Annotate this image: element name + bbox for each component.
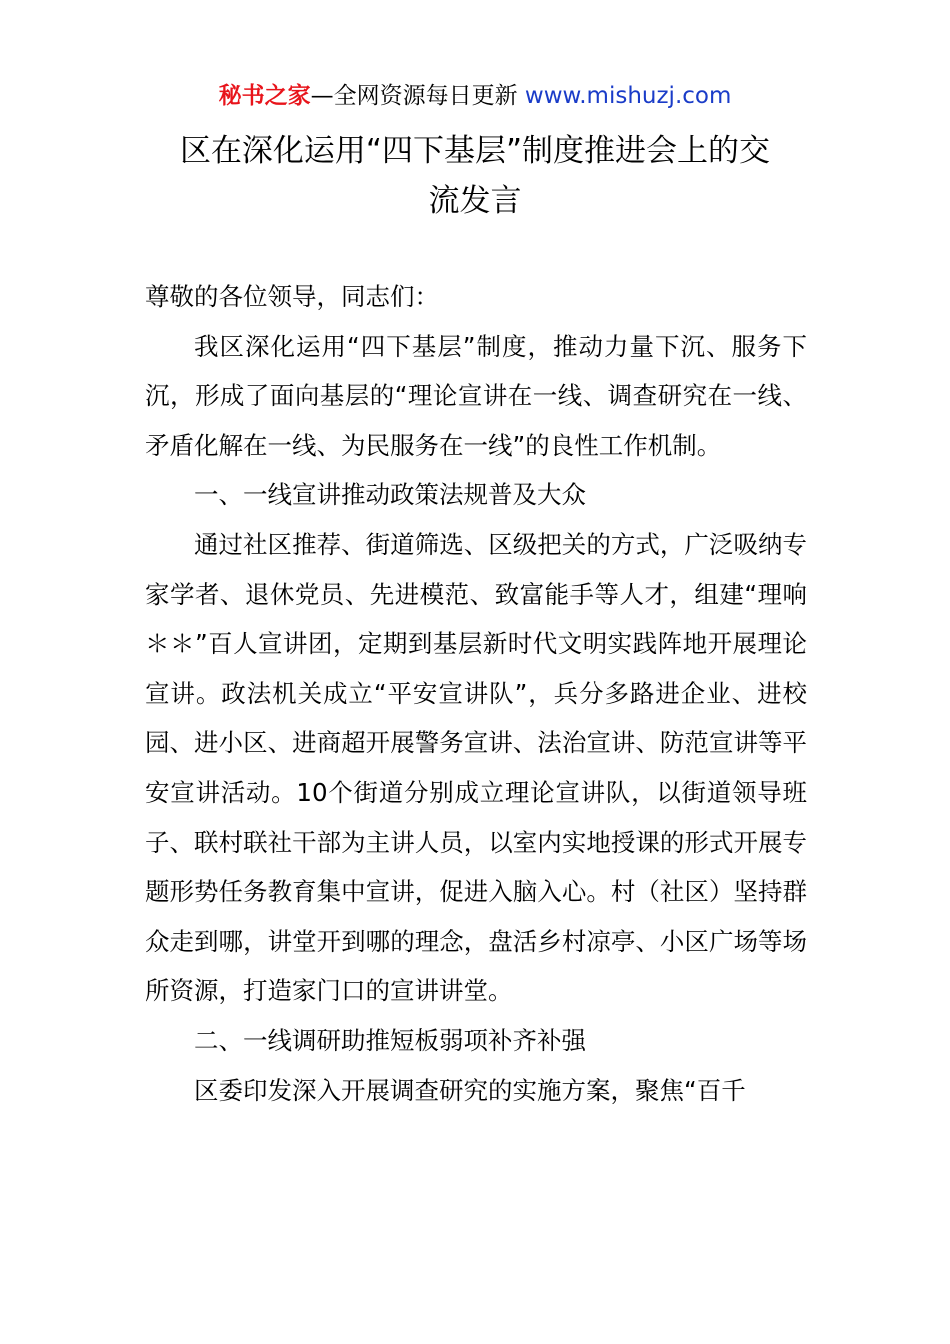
document-title	[145, 126, 805, 226]
section-1-heading: 一、一线宣讲推动政策法规普及大众	[194, 480, 586, 510]
brand-name: 秘书之家	[218, 83, 311, 109]
section-2-paragraph: 区委印发深入开展调查研究的实施方案，聚焦“百千	[194, 1075, 746, 1105]
greeting: 尊敬的各位领导，同志们：	[145, 282, 439, 311]
intro-paragraph: 我区深化运用“四下基层”制度，推动力量下沉、服务下沉，形成了面向基层的“理论宣讲在一线、调查研究在一线、矛盾化解在一线、为民服务在一线”的良性工作机制。	[145, 331, 807, 460]
section-1-paragraph: 通过社区推荐、街道筛选、区级把关的方式，广泛吸纳专家学者、退休党员、先进模范、致富能手等人才，组建“理响＊＊”百人宣讲团，定期到基层新时代文明实践阵地开展理论宣讲。政法机关成立“平安宣讲队”，兵分多路进企业、进校园、进小区、进商超开展警务宣讲、法治宣讲、防范宣讲等平安宣讲活动。10个街道分别成立理论宣讲队，以街道领导班子、联村联社干部为主讲人员，以室内实地授课的形式开展专题形势任务教育集中宣讲，促进入脑入心。村（社区）坚持群众走到哪，讲堂开到哪的理念，盘活乡村凉亭、小区广场等场所资源，打造家门口的宣讲讲堂。	[145, 529, 807, 1006]
title-line-1: 区在深化运用“四下基层”制度推进会上的交	[179, 133, 771, 169]
document-body	[145, 272, 807, 1115]
header-tagline: —全网资源每日更新	[310, 83, 525, 109]
watermark-header	[0, 80, 950, 112]
section-2-heading: 二、一线调研助推短板弱项补齐补强	[194, 1025, 586, 1055]
site-url: www.mishuzj.com	[524, 83, 732, 109]
title-line-2: 流发言	[428, 183, 522, 219]
